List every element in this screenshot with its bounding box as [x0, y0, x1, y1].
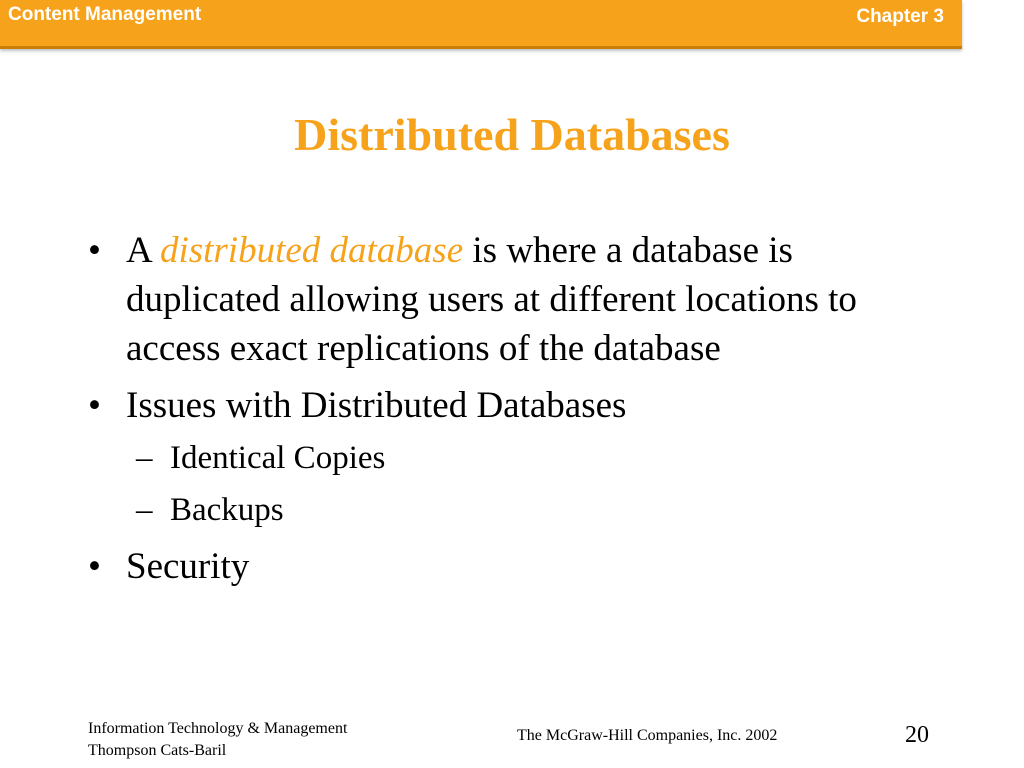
bullet-icon: • [88, 385, 101, 426]
header-section-label: Content Management [8, 4, 202, 25]
bullet-text-prefix: A [126, 230, 151, 271]
bullet-icon: • [88, 230, 101, 271]
sub-bullet-text: Identical Copies [170, 440, 386, 476]
bullet-item [88, 226, 938, 373]
page-number: 20 [905, 722, 929, 748]
emphasized-term: distributed database [159, 230, 464, 271]
sub-bullet-text: Backups [170, 492, 284, 528]
bullet-item [88, 381, 938, 430]
dash-icon: – [136, 492, 153, 528]
bullet-text: Issues with Distributed Databases [126, 385, 627, 426]
bullet-icon: • [88, 546, 101, 587]
sub-bullet-item [88, 484, 938, 536]
bullet-item [88, 542, 938, 591]
header-bar [0, 0, 962, 49]
footer-copyright: The McGraw-Hill Companies, Inc. 2002 [517, 727, 778, 744]
bullet-text-suffix: is where a database is duplicated allowing users at different locations to access exact replications of the database [126, 230, 857, 369]
footer-authors: Thompson Cats-Baril [88, 742, 227, 759]
header-chapter-label: Chapter 3 [856, 6, 944, 27]
sub-bullet-item [88, 432, 938, 484]
footer-book-title: Information Technology & Management [88, 720, 348, 737]
footer-course-info [88, 718, 347, 762]
slide-title: Distributed Databases [294, 109, 730, 160]
bullet-text: Security [126, 546, 250, 587]
dash-icon: – [136, 440, 153, 476]
slide-content [88, 226, 938, 591]
